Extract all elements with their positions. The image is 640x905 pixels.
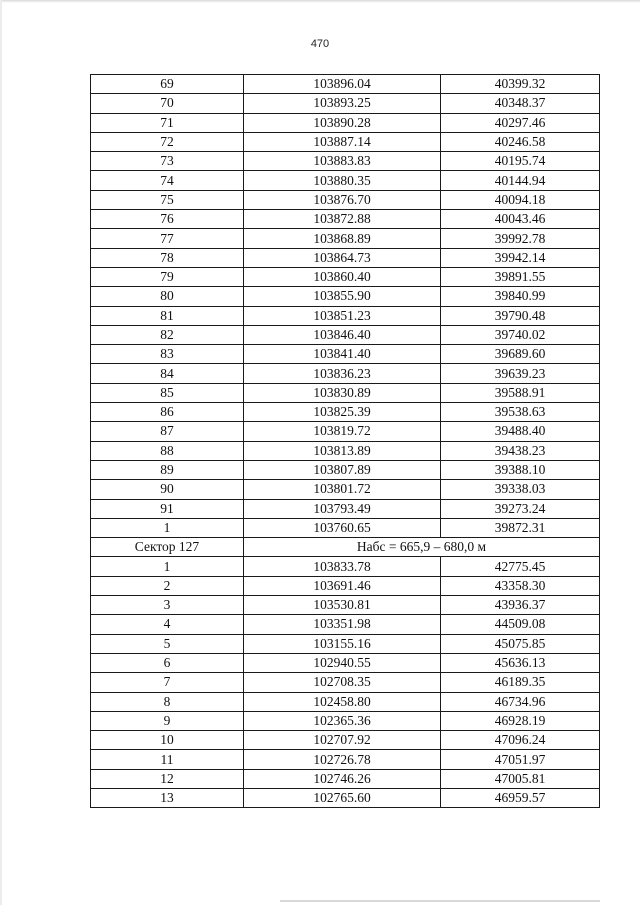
y-coordinate-cell: 39790.48 [441, 306, 600, 325]
scan-bottom-edge [280, 900, 600, 902]
point-number-cell: 1 [91, 557, 244, 576]
point-number-cell: 84 [91, 364, 244, 383]
table-row [91, 345, 600, 364]
x-coordinate-cell: 103830.89 [244, 383, 441, 402]
x-coordinate-cell: 102365.36 [244, 711, 441, 730]
table-row [91, 711, 600, 730]
table-row [91, 499, 600, 518]
x-coordinate-cell: 103876.70 [244, 190, 441, 209]
table-row [91, 403, 600, 422]
table-row [91, 383, 600, 402]
x-coordinate-cell: 102458.80 [244, 692, 441, 711]
x-coordinate-cell: 102765.60 [244, 788, 441, 807]
table-row [91, 788, 600, 807]
point-number-cell: 7 [91, 673, 244, 692]
table-row [91, 210, 600, 229]
point-number-cell: 75 [91, 190, 244, 209]
y-coordinate-cell: 47051.97 [441, 750, 600, 769]
y-coordinate-cell: 39942.14 [441, 248, 600, 267]
y-coordinate-cell: 40246.58 [441, 132, 600, 151]
y-coordinate-cell: 39639.23 [441, 364, 600, 383]
table-row [91, 229, 600, 248]
x-coordinate-cell: 103351.98 [244, 615, 441, 634]
point-number-cell: 79 [91, 267, 244, 286]
table-row [91, 673, 600, 692]
table-row [91, 615, 600, 634]
x-coordinate-cell: 103887.14 [244, 132, 441, 151]
x-coordinate-cell: 103819.72 [244, 422, 441, 441]
x-coordinate-cell: 103872.88 [244, 210, 441, 229]
scan-top-edge [0, 0, 640, 3]
table-row [91, 152, 600, 171]
x-coordinate-cell: 102708.35 [244, 673, 441, 692]
table-row [91, 132, 600, 151]
point-number-cell: 76 [91, 210, 244, 229]
y-coordinate-cell: 46959.57 [441, 788, 600, 807]
table-row [91, 287, 600, 306]
table-row [91, 441, 600, 460]
point-number-cell: 83 [91, 345, 244, 364]
table-row [91, 731, 600, 750]
table-row [91, 634, 600, 653]
point-number-cell: 82 [91, 325, 244, 344]
x-coordinate-cell: 103864.73 [244, 248, 441, 267]
x-coordinate-cell: 102746.26 [244, 769, 441, 788]
sector-header-row [91, 538, 600, 557]
x-coordinate-cell: 103793.49 [244, 499, 441, 518]
x-coordinate-cell: 103801.72 [244, 480, 441, 499]
y-coordinate-cell: 39740.02 [441, 325, 600, 344]
y-coordinate-cell: 39438.23 [441, 441, 600, 460]
y-coordinate-cell: 44509.08 [441, 615, 600, 634]
point-number-cell: 69 [91, 75, 244, 94]
y-coordinate-cell: 47005.81 [441, 769, 600, 788]
y-coordinate-cell: 46189.35 [441, 673, 600, 692]
point-number-cell: 73 [91, 152, 244, 171]
table-row [91, 325, 600, 344]
point-number-cell: 2 [91, 576, 244, 595]
y-coordinate-cell: 43358.30 [441, 576, 600, 595]
table-row [91, 94, 600, 113]
x-coordinate-cell: 103836.23 [244, 364, 441, 383]
y-coordinate-cell: 39588.91 [441, 383, 600, 402]
x-coordinate-cell: 103893.25 [244, 94, 441, 113]
y-coordinate-cell: 40043.46 [441, 210, 600, 229]
x-coordinate-cell: 103890.28 [244, 113, 441, 132]
x-coordinate-cell: 103896.04 [244, 75, 441, 94]
point-number-cell: 85 [91, 383, 244, 402]
point-number-cell: 74 [91, 171, 244, 190]
y-coordinate-cell: 39488.40 [441, 422, 600, 441]
x-coordinate-cell: 103691.46 [244, 576, 441, 595]
point-number-cell: 71 [91, 113, 244, 132]
y-coordinate-cell: 40144.94 [441, 171, 600, 190]
scan-left-edge [0, 0, 2, 905]
coordinates-table [90, 74, 600, 808]
coordinates-table-body [91, 75, 600, 808]
point-number-cell: 80 [91, 287, 244, 306]
y-coordinate-cell: 42775.45 [441, 557, 600, 576]
y-coordinate-cell: 45636.13 [441, 653, 600, 672]
point-number-cell: 13 [91, 788, 244, 807]
x-coordinate-cell: 103846.40 [244, 325, 441, 344]
table-row [91, 460, 600, 479]
table-row [91, 422, 600, 441]
x-coordinate-cell: 103807.89 [244, 460, 441, 479]
y-coordinate-cell: 39338.03 [441, 480, 600, 499]
point-number-cell: 10 [91, 731, 244, 750]
table-row [91, 75, 600, 94]
point-number-cell: 87 [91, 422, 244, 441]
sector-height-range: Набс = 665,9 – 680,0 м [244, 538, 600, 557]
y-coordinate-cell: 40094.18 [441, 190, 600, 209]
table-row [91, 769, 600, 788]
point-number-cell: 70 [91, 94, 244, 113]
table-row [91, 596, 600, 615]
point-number-cell: 3 [91, 596, 244, 615]
table-row [91, 190, 600, 209]
point-number-cell: 6 [91, 653, 244, 672]
table-row [91, 576, 600, 595]
x-coordinate-cell: 103851.23 [244, 306, 441, 325]
x-coordinate-cell: 103880.35 [244, 171, 441, 190]
point-number-cell: 5 [91, 634, 244, 653]
y-coordinate-cell: 45075.85 [441, 634, 600, 653]
point-number-cell: 81 [91, 306, 244, 325]
y-coordinate-cell: 39388.10 [441, 460, 600, 479]
point-number-cell: 9 [91, 711, 244, 730]
x-coordinate-cell: 103860.40 [244, 267, 441, 286]
point-number-cell: 8 [91, 692, 244, 711]
table-row [91, 113, 600, 132]
y-coordinate-cell: 39872.31 [441, 518, 600, 537]
x-coordinate-cell: 103813.89 [244, 441, 441, 460]
table-row [91, 306, 600, 325]
x-coordinate-cell: 103868.89 [244, 229, 441, 248]
point-number-cell: 91 [91, 499, 244, 518]
y-coordinate-cell: 40195.74 [441, 152, 600, 171]
x-coordinate-cell: 103155.16 [244, 634, 441, 653]
point-number-cell: 78 [91, 248, 244, 267]
table-row [91, 692, 600, 711]
y-coordinate-cell: 39840.99 [441, 287, 600, 306]
table-row [91, 480, 600, 499]
y-coordinate-cell: 47096.24 [441, 731, 600, 750]
x-coordinate-cell: 103825.39 [244, 403, 441, 422]
table-row [91, 364, 600, 383]
x-coordinate-cell: 102707.92 [244, 731, 441, 750]
x-coordinate-cell: 103855.90 [244, 287, 441, 306]
table-row [91, 750, 600, 769]
table-row [91, 557, 600, 576]
point-number-cell: 89 [91, 460, 244, 479]
table-row [91, 248, 600, 267]
page-number: 470 [310, 38, 330, 50]
point-number-cell: 12 [91, 769, 244, 788]
x-coordinate-cell: 102726.78 [244, 750, 441, 769]
table-row [91, 518, 600, 537]
point-number-cell: 72 [91, 132, 244, 151]
y-coordinate-cell: 39273.24 [441, 499, 600, 518]
x-coordinate-cell: 103841.40 [244, 345, 441, 364]
y-coordinate-cell: 39992.78 [441, 229, 600, 248]
point-number-cell: 77 [91, 229, 244, 248]
y-coordinate-cell: 40399.32 [441, 75, 600, 94]
x-coordinate-cell: 102940.55 [244, 653, 441, 672]
point-number-cell: 1 [91, 518, 244, 537]
table-row [91, 653, 600, 672]
y-coordinate-cell: 43936.37 [441, 596, 600, 615]
y-coordinate-cell: 40297.46 [441, 113, 600, 132]
table-row [91, 267, 600, 286]
point-number-cell: 88 [91, 441, 244, 460]
x-coordinate-cell: 103883.83 [244, 152, 441, 171]
y-coordinate-cell: 46928.19 [441, 711, 600, 730]
x-coordinate-cell: 103530.81 [244, 596, 441, 615]
y-coordinate-cell: 39538.63 [441, 403, 600, 422]
y-coordinate-cell: 46734.96 [441, 692, 600, 711]
point-number-cell: 4 [91, 615, 244, 634]
point-number-cell: 86 [91, 403, 244, 422]
sector-label: Сектор 127 [91, 538, 244, 557]
y-coordinate-cell: 39689.60 [441, 345, 600, 364]
x-coordinate-cell: 103760.65 [244, 518, 441, 537]
x-coordinate-cell: 103833.78 [244, 557, 441, 576]
point-number-cell: 90 [91, 480, 244, 499]
y-coordinate-cell: 40348.37 [441, 94, 600, 113]
y-coordinate-cell: 39891.55 [441, 267, 600, 286]
point-number-cell: 11 [91, 750, 244, 769]
table-row [91, 171, 600, 190]
